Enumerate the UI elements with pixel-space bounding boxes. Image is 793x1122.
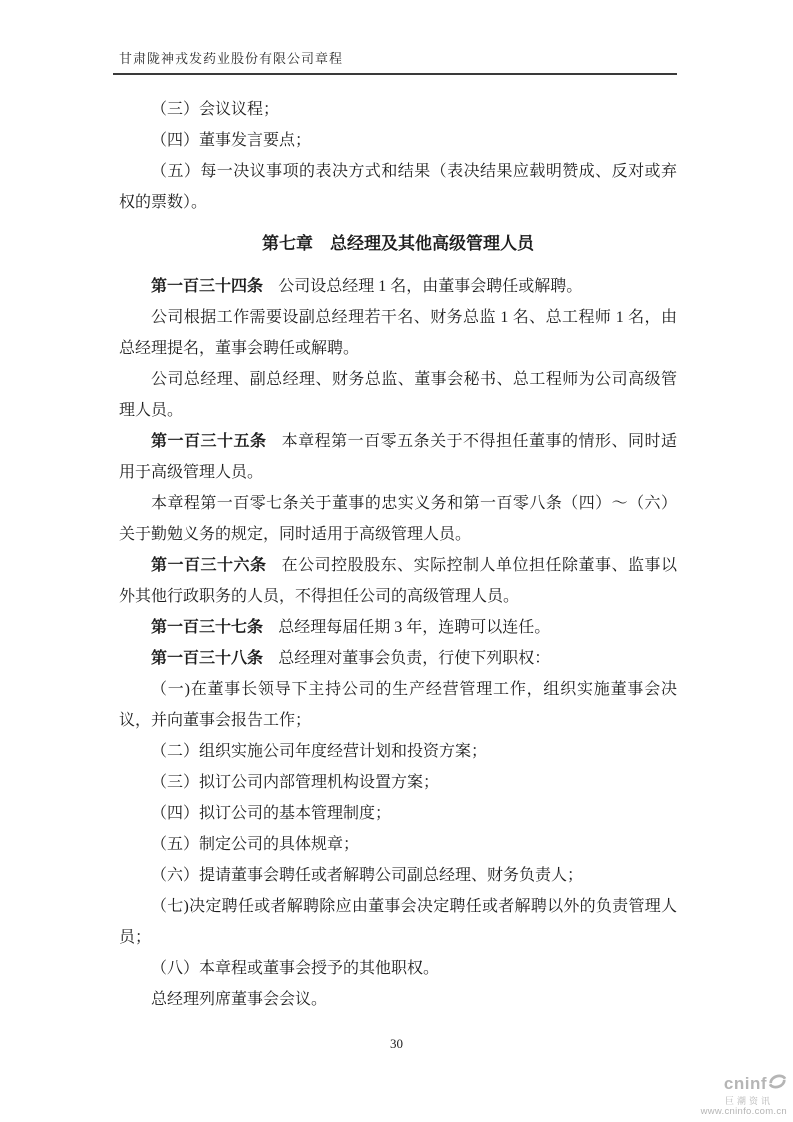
paragraph-text: 总经理列席董事会会议。 (151, 991, 328, 1008)
paragraph (119, 156, 677, 218)
paragraph (119, 643, 677, 674)
paragraph-text: （一)在董事长领导下主持公司的生产经营管理工作，组织实施董事会决议，并向董事会报告工作； (119, 681, 677, 729)
paragraph-text: （七)决定聘任或者解聘除应由董事会决定聘任或者解聘以外的负责管理人员； (119, 898, 677, 946)
article-number: 第一百三十六条 (151, 557, 267, 574)
paragraph (119, 798, 677, 829)
page-header (113, 48, 677, 75)
paragraph-text: （三）拟订公司内部管理机构设置方案； (151, 774, 440, 791)
paragraph-text: 公司设总经理 1 名，由董事会聘任或解聘。 (278, 278, 583, 295)
page-number: 30 (390, 1036, 403, 1051)
paragraph (119, 550, 677, 612)
paragraph (119, 364, 677, 426)
paragraph-text: 本章程第一百零五条关于不得担任董事的情形、同时适用于高级管理人员。 (119, 433, 677, 481)
paragraph (119, 125, 677, 156)
cninfo-brand-chinese: 巨潮资讯 (724, 1095, 773, 1106)
paragraph-text: （五）每一决议事项的表决方式和结果（表决结果应载明赞成、反对或弃权的票数）。 (119, 163, 677, 211)
paragraph (119, 426, 677, 488)
paragraph-text: 公司总经理、副总经理、财务总监、董事会秘书、总工程师为公司高级管理人员。 (119, 371, 677, 419)
paragraph (119, 767, 677, 798)
paragraph-text: （八）本章程或董事会授予的其他职权。 (151, 960, 440, 977)
chapter-paragraphs (119, 271, 677, 1015)
article-number: 第一百三十四条 (151, 278, 264, 295)
document-body (119, 94, 677, 1015)
paragraph (119, 302, 677, 364)
paragraph (119, 736, 677, 767)
paragraph-text: 本章程第一百零七条关于董事的忠实义务和第一百零八条（四）～（六）关于勤勉义务的规定，同时适用于高级管理人员。 (119, 495, 677, 543)
chapter-title: 第七章 总经理及其他高级管理人员 (262, 234, 534, 253)
paragraph (119, 984, 677, 1015)
pre-chapter-paragraphs (119, 94, 677, 218)
paragraph (119, 488, 677, 550)
cninfo-brand-text: cninf (723, 1073, 767, 1093)
cninfo-swirl-icon (768, 1072, 787, 1096)
paragraph (119, 94, 677, 125)
paragraph-text: 总经理对董事会负责，行使下列职权： (278, 650, 551, 667)
article-number: 第一百三十五条 (151, 433, 267, 450)
cninfo-logo (667, 1072, 787, 1117)
cninfo-brand-row (667, 1072, 787, 1096)
paragraph-text: 公司根据工作需要设副总经理若干名、财务总监 1 名、总工程师 1 名，由总经理提名，董事会聘任或解聘。 (119, 309, 677, 357)
paragraph (119, 271, 677, 302)
paragraph (119, 953, 677, 984)
paragraph (119, 674, 677, 736)
paragraph-text: （二）组织实施公司年度经营计划和投资方案； (151, 743, 488, 760)
paragraph-text: 在公司控股股东、实际控制人单位担任除董事、监事以外其他行政职务的人员，不得担任公司的高级管理人员。 (119, 557, 677, 605)
paragraph-text: 总经理每届任期 3 年，连聘可以连任。 (278, 619, 551, 636)
cninfo-url: www.cninfo.com.cn (700, 1106, 787, 1118)
paragraph-text: （五）制定公司的具体规章； (151, 836, 360, 853)
paragraph-text: （六）提请董事会聘任或者解聘公司副总经理、财务负责人； (151, 867, 584, 884)
paragraph (119, 612, 677, 643)
article-number: 第一百三十八条 (151, 650, 264, 667)
paragraph (119, 891, 677, 953)
paragraph (119, 829, 677, 860)
paragraph-text: （四）拟订公司的基本管理制度； (151, 805, 392, 822)
article-number: 第一百三十七条 (151, 619, 264, 636)
header-title: 甘肃陇神戎发药业股份有限公司章程 (119, 51, 344, 66)
paragraph-text: （四）董事发言要点； (151, 132, 312, 149)
paragraph (119, 860, 677, 891)
paragraph-text: （三）会议议程； (151, 101, 280, 118)
